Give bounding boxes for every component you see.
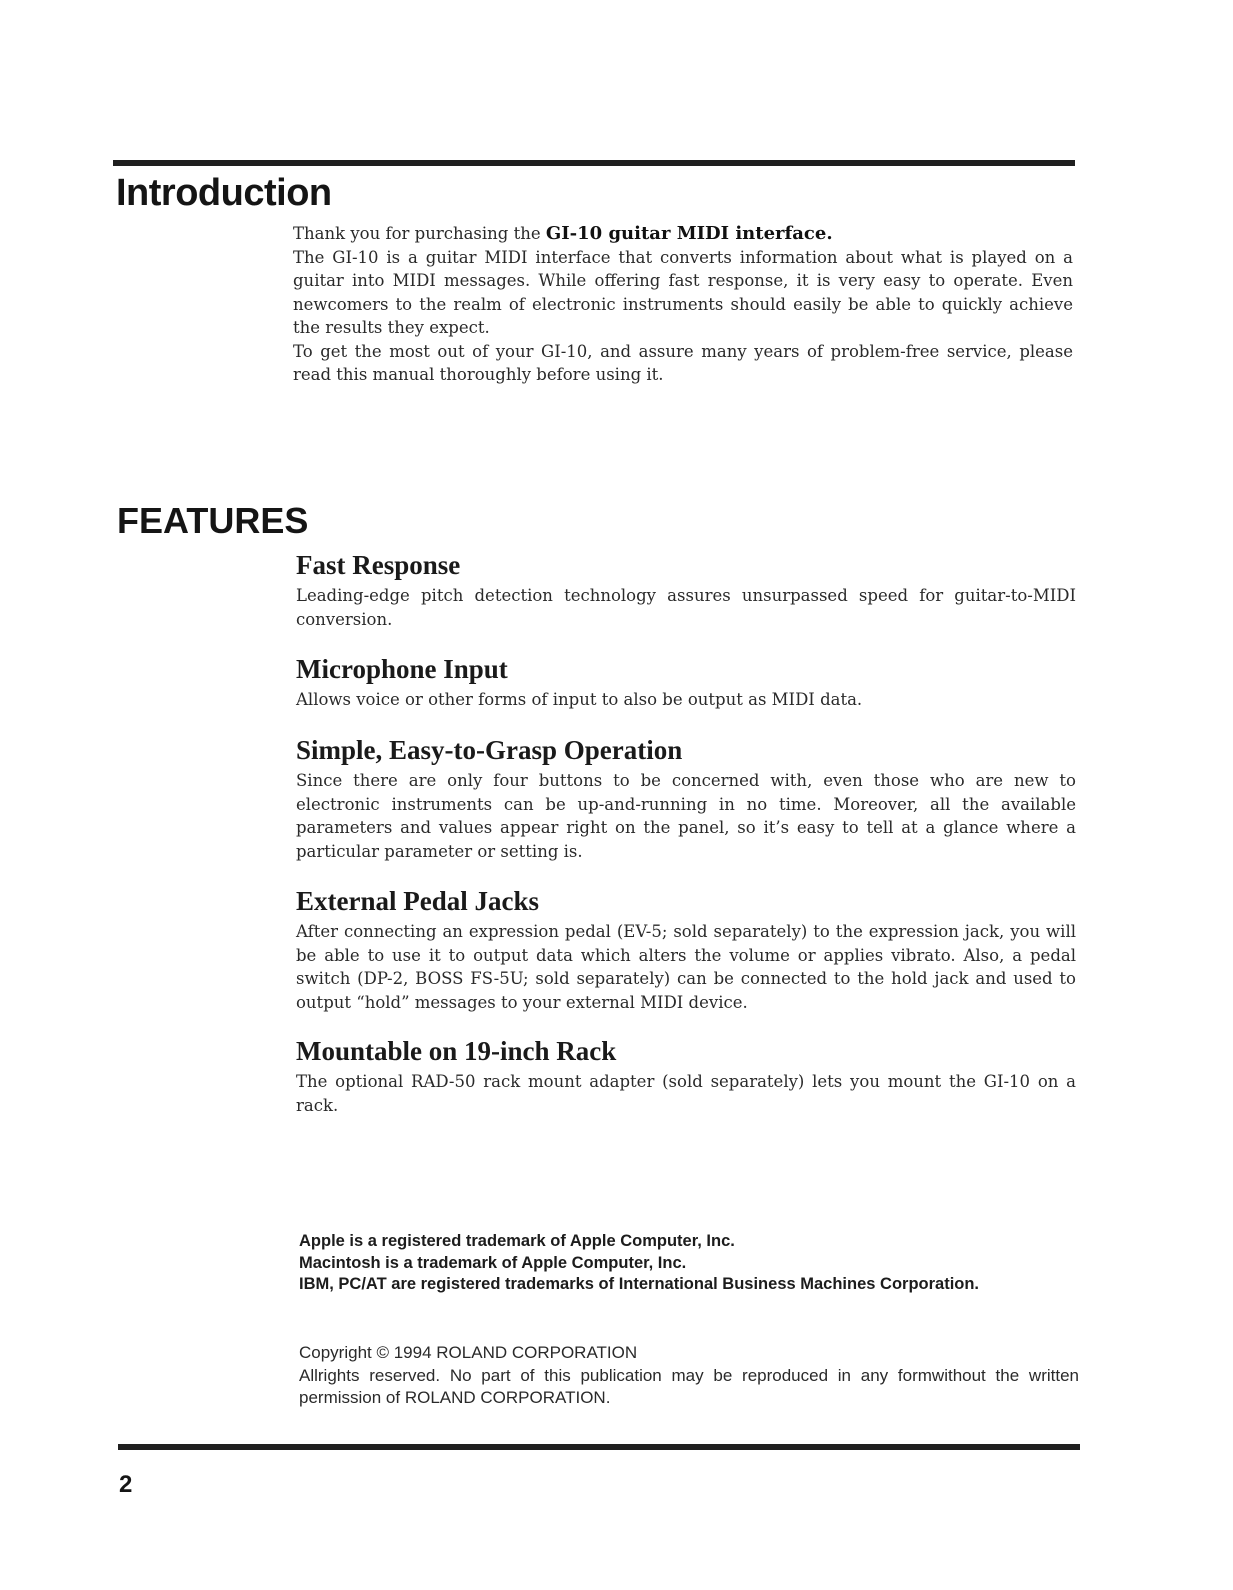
introduction-text: [293, 222, 1073, 387]
product-name: GI-10 guitar MIDI interface.: [545, 223, 833, 244]
intro-lead-prefix: Thank you for purchasing the: [293, 224, 546, 243]
feature-body: After connecting an expression pedal (EV-5; sold separately) to the expression jack, you will be able to use it to output data which alters the volume or applies vibrato. Also, a pedal switch (DP-2, BOSS FS-5U; sold separately) can be connected to the hold jack and used to output “hold” messages to your external MIDI device.: [296, 922, 1076, 1012]
top-rule: [113, 160, 1075, 166]
trademark-notice: [299, 1231, 1079, 1296]
feature-heading: Fast Response: [296, 550, 461, 580]
introduction-heading: Introduction: [116, 172, 332, 214]
feature-fast-response: [296, 548, 1076, 631]
feature-rack-mount: [296, 1034, 1076, 1117]
trademark-line: Macintosh is a trademark of Apple Computer, Inc.: [299, 1253, 687, 1272]
intro-paragraph-2: To get the most out of your GI-10, and assure many years of problem-free service, please read this manual thoroughly before using it.: [293, 341, 1073, 384]
feature-heading: Simple, Easy-to-Grasp Operation: [296, 735, 683, 765]
feature-body: Since there are only four buttons to be concerned with, even those who are new to electronic instruments can be up-and-running in no time. Moreover, all the available parameters and values appear right on the panel, so it’s easy to tell at a glance where a particular parameter or setting is.: [296, 771, 1076, 861]
feature-body: Allows voice or other forms of input to also be output as MIDI data.: [296, 690, 863, 709]
rights-statement: Allrights reserved. No part of this publication may be reproduced in any formwithout the written permission of ROLAND CORPORATION.: [299, 1365, 1079, 1407]
feature-microphone-input: [296, 652, 1076, 712]
intro-lead: [293, 222, 1073, 246]
features-heading: FEATURES: [117, 500, 309, 541]
feature-body: The optional RAD-50 rack mount adapter (sold separately) lets you mount the GI-10 on a rack.: [296, 1072, 1076, 1115]
feature-body: Leading-edge pitch detection technology assures unsurpassed speed for guitar-to-MIDI conversion.: [296, 586, 1076, 629]
feature-heading: External Pedal Jacks: [296, 886, 539, 916]
feature-simple-operation: [296, 733, 1076, 863]
copyright-notice: [299, 1342, 1079, 1410]
copyright-line: Copyright © 1994 ROLAND CORPORATION: [299, 1343, 638, 1362]
feature-heading: Mountable on 19-inch Rack: [296, 1036, 617, 1066]
trademark-line: Apple is a registered trademark of Apple Computer, Inc.: [299, 1232, 735, 1250]
intro-paragraph-1: The GI-10 is a guitar MIDI interface that converts information about what is played on a guitar into MIDI messages. While offering fast response, it is very easy to operate. Even newcomers to the realm of electronic instruments should easily be able to quickly achieve the results they expect.: [293, 247, 1073, 337]
feature-heading: Microphone Input: [296, 654, 508, 684]
page-number: 2: [119, 1471, 133, 1498]
bottom-rule: [118, 1444, 1080, 1450]
trademark-line: IBM, PC/AT are registered trademarks of International Business Machines Corporation.: [299, 1275, 980, 1293]
feature-external-pedal-jacks: [296, 884, 1076, 1014]
